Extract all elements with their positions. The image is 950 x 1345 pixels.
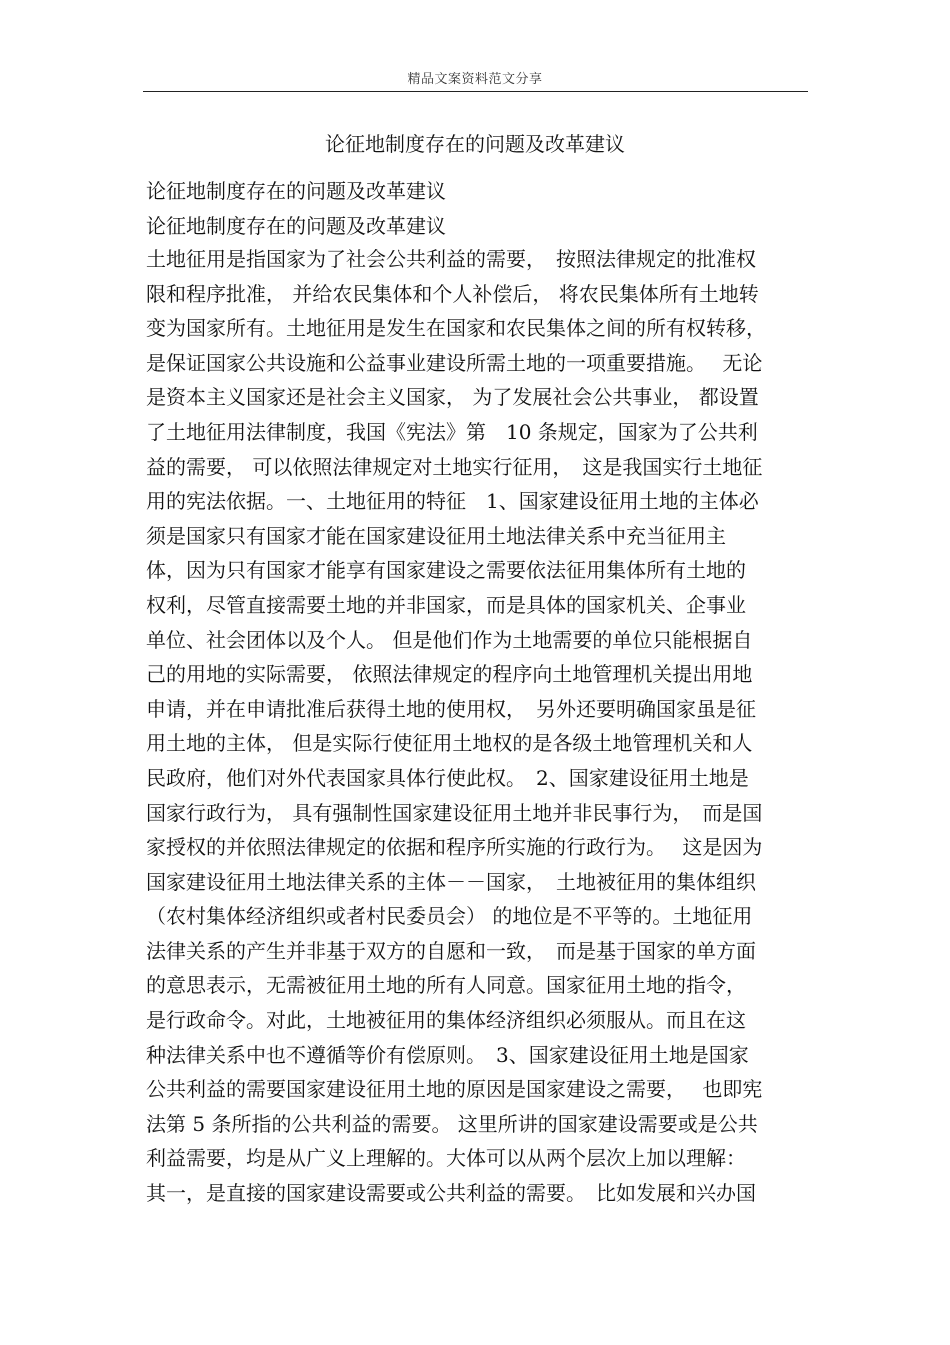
body-line: 其一，是直接的国家建设需要或公共利益的需要。 比如发展和兴办国 [146, 1181, 756, 1206]
body-line: （农村集体经济组织或者村民委员会） 的地位是不平等的。土地征用 [146, 904, 753, 929]
body-line: 的意思表示，无需被征用土地的所有人同意。国家征用土地的指令， [146, 973, 746, 998]
body-line: 单位、社会团体以及个人。 但是他们作为土地需要的单位只能根据自 [146, 627, 753, 652]
body-line: 国家建设征用土地法律关系的主体－－国家， 土地被征用的集体组织 [146, 869, 756, 894]
body-line: 法第 5 条所指的公共利益的需要。 这里所讲的国家建设需要或是公共 [146, 1111, 758, 1136]
body-line: 限和程序批准， 并给农民集体和个人补偿后， 将农民集体所有土地转 [146, 281, 759, 306]
page-header: 精品文案资料范文分享 [407, 72, 543, 87]
document-title: 论征地制度存在的问题及改革建议 [325, 132, 625, 156]
body-line: 用的宪法依据。一、土地征用的特征 1、国家建设征用土地的主体必 [146, 489, 759, 514]
body-line: 变为国家所有。土地征用是发生在国家和农民集体之间的所有权转移， [146, 316, 766, 341]
body-line: 须是国家只有国家才能在国家建设征用土地法律关系中充当征用主 [146, 523, 726, 548]
body-line: 是行政命令。对此，土地被征用的集体经济组织必须服从。而且在这 [146, 1008, 746, 1033]
body-line: 利益需要，均是从广义上理解的。大体可以从两个层次上加以理解： [146, 1146, 746, 1171]
body-line: 体，因为只有国家才能享有国家建设之需要依法征用集体所有土地的 [146, 558, 746, 583]
body-paragraph [146, 242, 806, 1211]
body-line: 种法律关系中也不遵循等价有偿原则。 3、国家建设征用土地是国家 [146, 1042, 749, 1067]
body-line: 国家行政行为， 具有强制性国家建设征用土地并非民事行为， 而是国 [146, 800, 763, 825]
body-line: 土地征用是指国家为了社会公共利益的需要， 按照法律规定的批准权 [146, 247, 756, 271]
body-line: 民政府，他们对外代表国家具体行使此权。 2、国家建设征用土地是 [146, 765, 749, 790]
body-line: 法律关系的产生并非基于双方的自愿和一致， 而是基于国家的单方面 [146, 938, 756, 963]
body-line: 益的需要， 可以依照法律规定对土地实行征用， 这是我国实行土地征 [146, 454, 763, 479]
body-line: 家授权的并依照法律规定的依据和程序所实施的行政行为。 这是因为 [146, 835, 763, 860]
body-line: 申请，并在申请批准后获得土地的使用权， 另外还要明确国家虽是征 [146, 696, 756, 721]
body-line: 权利，尽管直接需要土地的并非国家，而是具体的国家机关、企事业 [146, 592, 746, 617]
body-line: 己的用地的实际需要， 依照法律规定的程序向土地管理机关提出用地 [146, 662, 753, 687]
body-line: 公共利益的需要国家建设征用土地的原因是国家建设之需要， 也即宪 [146, 1077, 763, 1102]
body-line: 是保证国家公共设施和公益事业建设所需土地的一项重要措施。 无论 [146, 350, 763, 375]
repeated-title-2: 论征地制度存在的问题及改革建议 [146, 214, 446, 238]
header-divider [143, 91, 808, 92]
body-line: 了土地征用法律制度，我国《宪法》第 10 条规定，国家为了公共利 [146, 419, 758, 444]
body-line: 是资本主义国家还是社会主义国家， 为了发展社会公共事业， 都设置 [146, 385, 759, 410]
repeated-title-1: 论征地制度存在的问题及改革建议 [146, 179, 446, 203]
body-line: 用土地的主体， 但是实际行使征用土地权的是各级土地管理机关和人 [146, 731, 753, 756]
